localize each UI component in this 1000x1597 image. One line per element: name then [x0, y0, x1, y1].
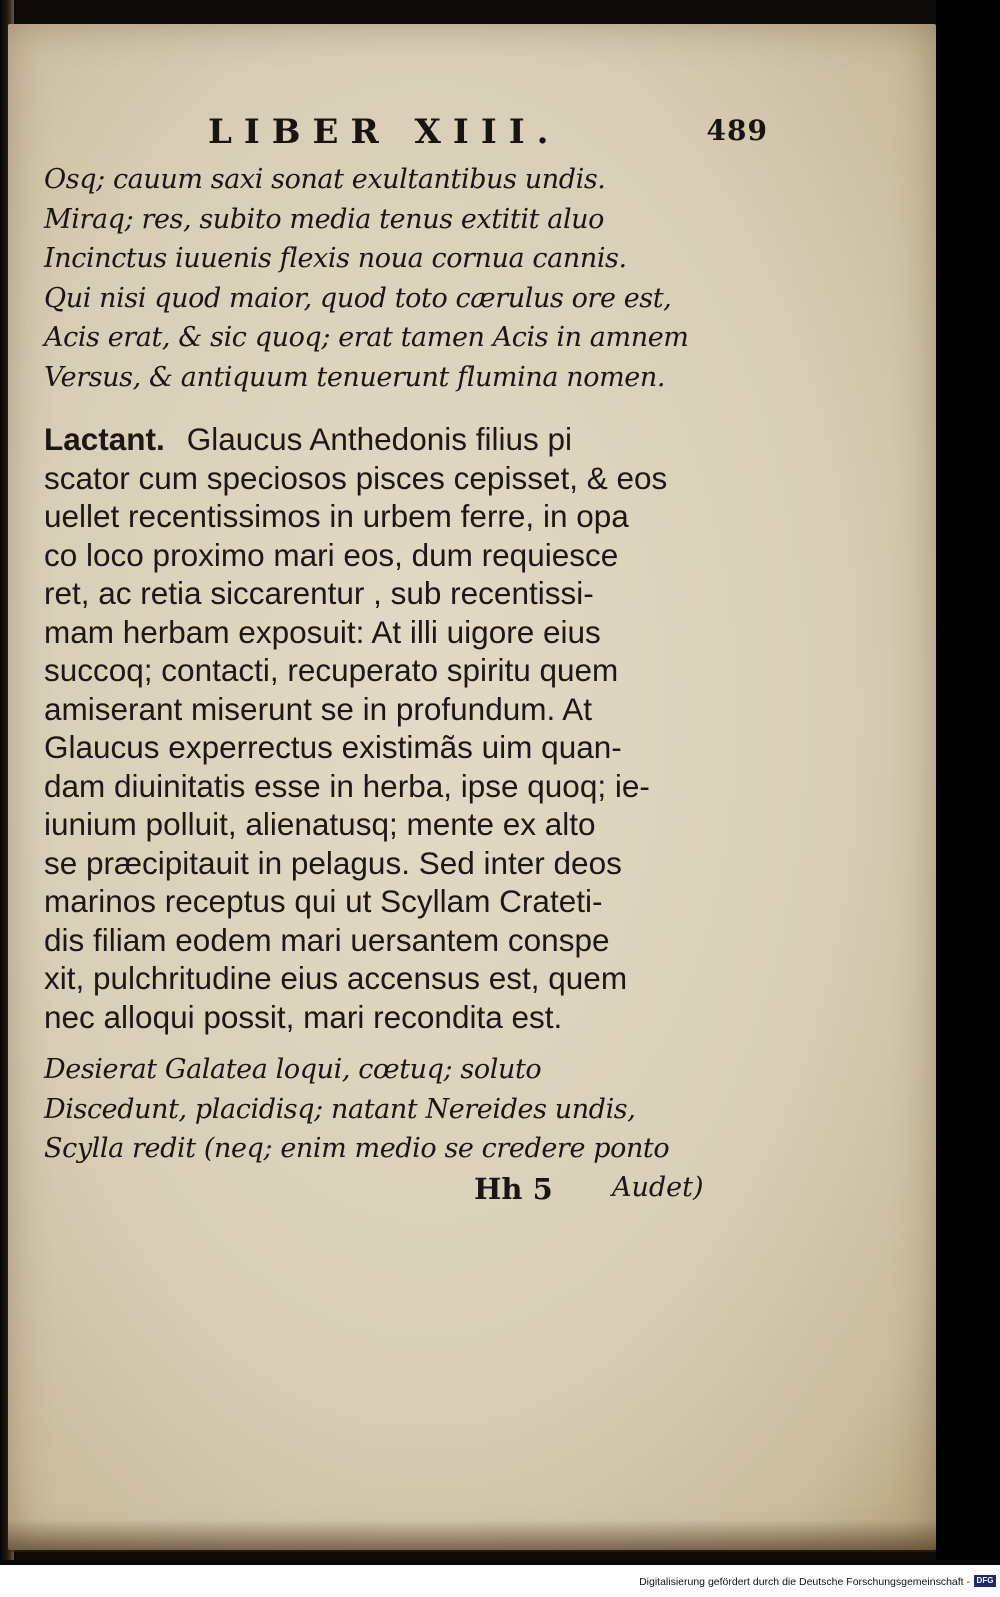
commentary-label: Lactant. [44, 421, 165, 457]
commentary-line: Glaucus Anthedonis filius pi [186, 421, 573, 457]
gathering-signature: Hh 5 [474, 1172, 553, 1206]
page-header [208, 112, 768, 162]
digitization-footer [0, 1565, 1000, 1597]
commentary-line: succoq; contacti, recuperato spiritu quem [44, 652, 619, 688]
page-number: 489 [706, 114, 768, 147]
commentary-line: iunium polluit, alienatusq; mente ex alto [44, 806, 596, 842]
verse-line: Versus, & antiquum tenuerunt flumina nomen. [44, 361, 666, 393]
verse-line: Acis erat, & sic quoq; erat tamen Acis in amnem [44, 322, 689, 353]
verse-line: Incinctus iuuenis flexis noua cornua cannis. [44, 243, 627, 274]
commentary-line: Glaucus experrectus existimãs uim quan- [44, 729, 622, 765]
scan-right-margin [936, 0, 1000, 1560]
commentary-line: marinos receptus qui ut Scyllam Crateti- [44, 883, 603, 919]
commentary-line: uellet recentissimos in urbem ferre, in opa [44, 498, 629, 534]
commentary-line: xit, pulchritudine eius accensus est, quem [44, 960, 628, 996]
commentary-line: mam herbam exposuit: At illi uigore eius [44, 613, 601, 650]
running-head: LIBER XIII. [208, 112, 561, 152]
commentary-block [44, 420, 704, 1036]
commentary-line: dam diuinitatis esse in herba, ipse quoq; ie- [44, 767, 650, 804]
commentary-line: scator cum speciosos pisces cepisset, & eos [44, 459, 668, 496]
verse-line: Scylla redit (neq; enim medio se credere ponto [44, 1133, 670, 1164]
verse-line: Discedunt, placidisq; natant Nereides undis, [44, 1093, 636, 1125]
commentary-line: nec alloqui possit, mari recondita est. [44, 998, 563, 1035]
dfg-logo: DFG [974, 1575, 996, 1587]
verse-line: Desierat Galatea loqui, cœtuq; soluto [44, 1054, 542, 1085]
commentary-line: co loco proximo mari eos, dum requiesce [44, 536, 619, 573]
catchword: Audet) [612, 1172, 704, 1203]
commentary-line: amiserant miserunt se in profundum. At [44, 690, 593, 727]
page-bottom-shadow [8, 1520, 936, 1552]
verse-block-before [44, 160, 704, 397]
verse-block-after [44, 1050, 704, 1169]
commentary-line: ret, ac retia siccarentur , sub recentissi- [44, 575, 594, 611]
signature-line [474, 1172, 714, 1216]
verse-line: Osq; cauum saxi sonat exultantibus undis. [44, 164, 606, 195]
funding-credit: Digitalisierung gefördert durch die Deutsche Forschungsgemeinschaft - [639, 1576, 970, 1588]
commentary-line: se præcipitauit in pelagus. Sed inter deos [44, 844, 622, 881]
commentary-first-line [44, 420, 704, 459]
commentary-line: dis filiam eodem mari uersantem conspe [44, 921, 610, 958]
verse-line: Qui nisi quod maior, quod toto cærulus ore est, [44, 282, 672, 314]
verse-line: Miraq; res, subito media tenus extitit aluo [44, 203, 605, 235]
